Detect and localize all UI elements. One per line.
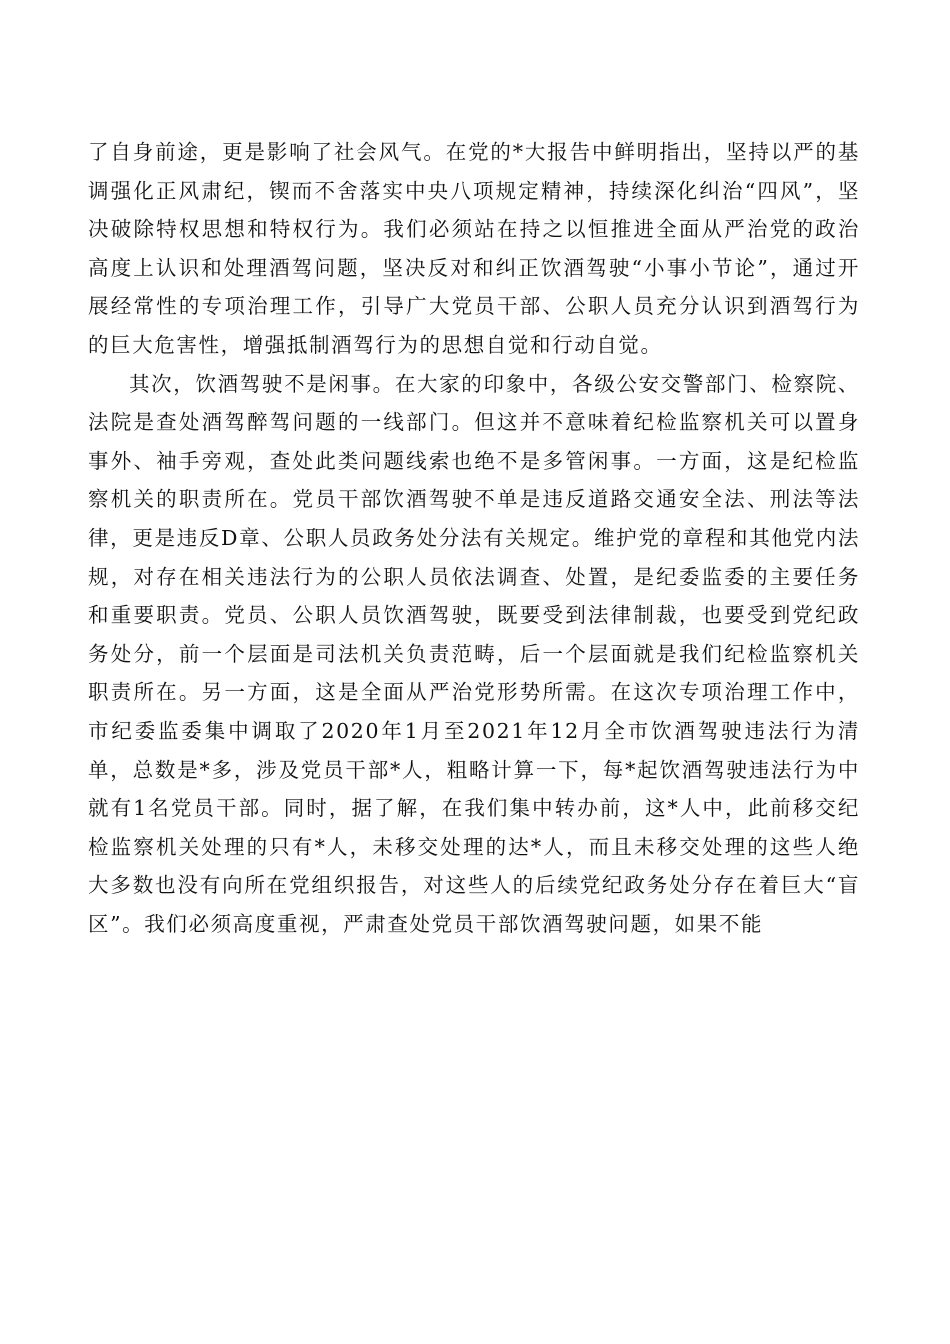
paragraph-continuation: 了自身前途，更是影响了社会风气。在党的*大报告中鲜明指出，坚持以严的基调强化正风肃纪，锲而不舍落实中央八项规定精神，持续深化纠治“四风”，坚决破除特权思想和特权行为。我们必须站在持之以恒推进全面从严治党的政治高度上认识和处理酒驾问题，坚决反对和纠正饮酒驾驶“小事小节论”，通过开展经常性的专项治理工作，引导广大党员干部、公职人员充分认识到酒驾行为的巨大危害性，增强抵制酒驾行为的思想自觉和行动自觉。 <box>88 140 860 357</box>
document-body <box>88 133 860 943</box>
paragraph-second: 其次，饮酒驾驶不是闲事。在大家的印象中，各级公安交警部门、检察院、法院是查处酒驾醉驾问题的一线部门。但这并不意味着纪检监察机关可以置身事外、袖手旁观，查处此类问题线索也绝不是多管闲事。一方面，这是纪检监察机关的职责所在。党员干部饮酒驾驶不单是违反道路交通安全法、刑法等法律，更是违反D章、公职人员政务处分法有关规定。维护党的章程和其他党内法规，对存在相关违法行为的公职人员依法调查、处置，是纪委监委的主要任务和重要职责。党员、公职人员饮酒驾驶，既要受到法律制裁，也要受到党纪政务处分，前一个层面是司法机关负责范畴，后一个层面就是我们纪检监察机关职责所在。另一方面，这是全面从严治党形势所需。在这次专项治理工作中，市纪委监委集中调取了2020年1月至2021年12月全市饮酒驾驶违法行为清单，总数是*多，涉及党员干部*人，粗略计算一下，每*起饮酒驾驶违法行为中就有1名党员干部。同时，据了解，在我们集中转办前，这*人中，此前移交纪检监察机关处理的只有*人，未移交处理的达*人，而且未移交处理的这些人绝大多数也没有向所在党组织报告，对这些人的后续党纪政务处分存在着巨大“盲区”。我们必须高度重视，严肃查处党员干部饮酒驾驶问题，如果不能 <box>88 371 860 936</box>
